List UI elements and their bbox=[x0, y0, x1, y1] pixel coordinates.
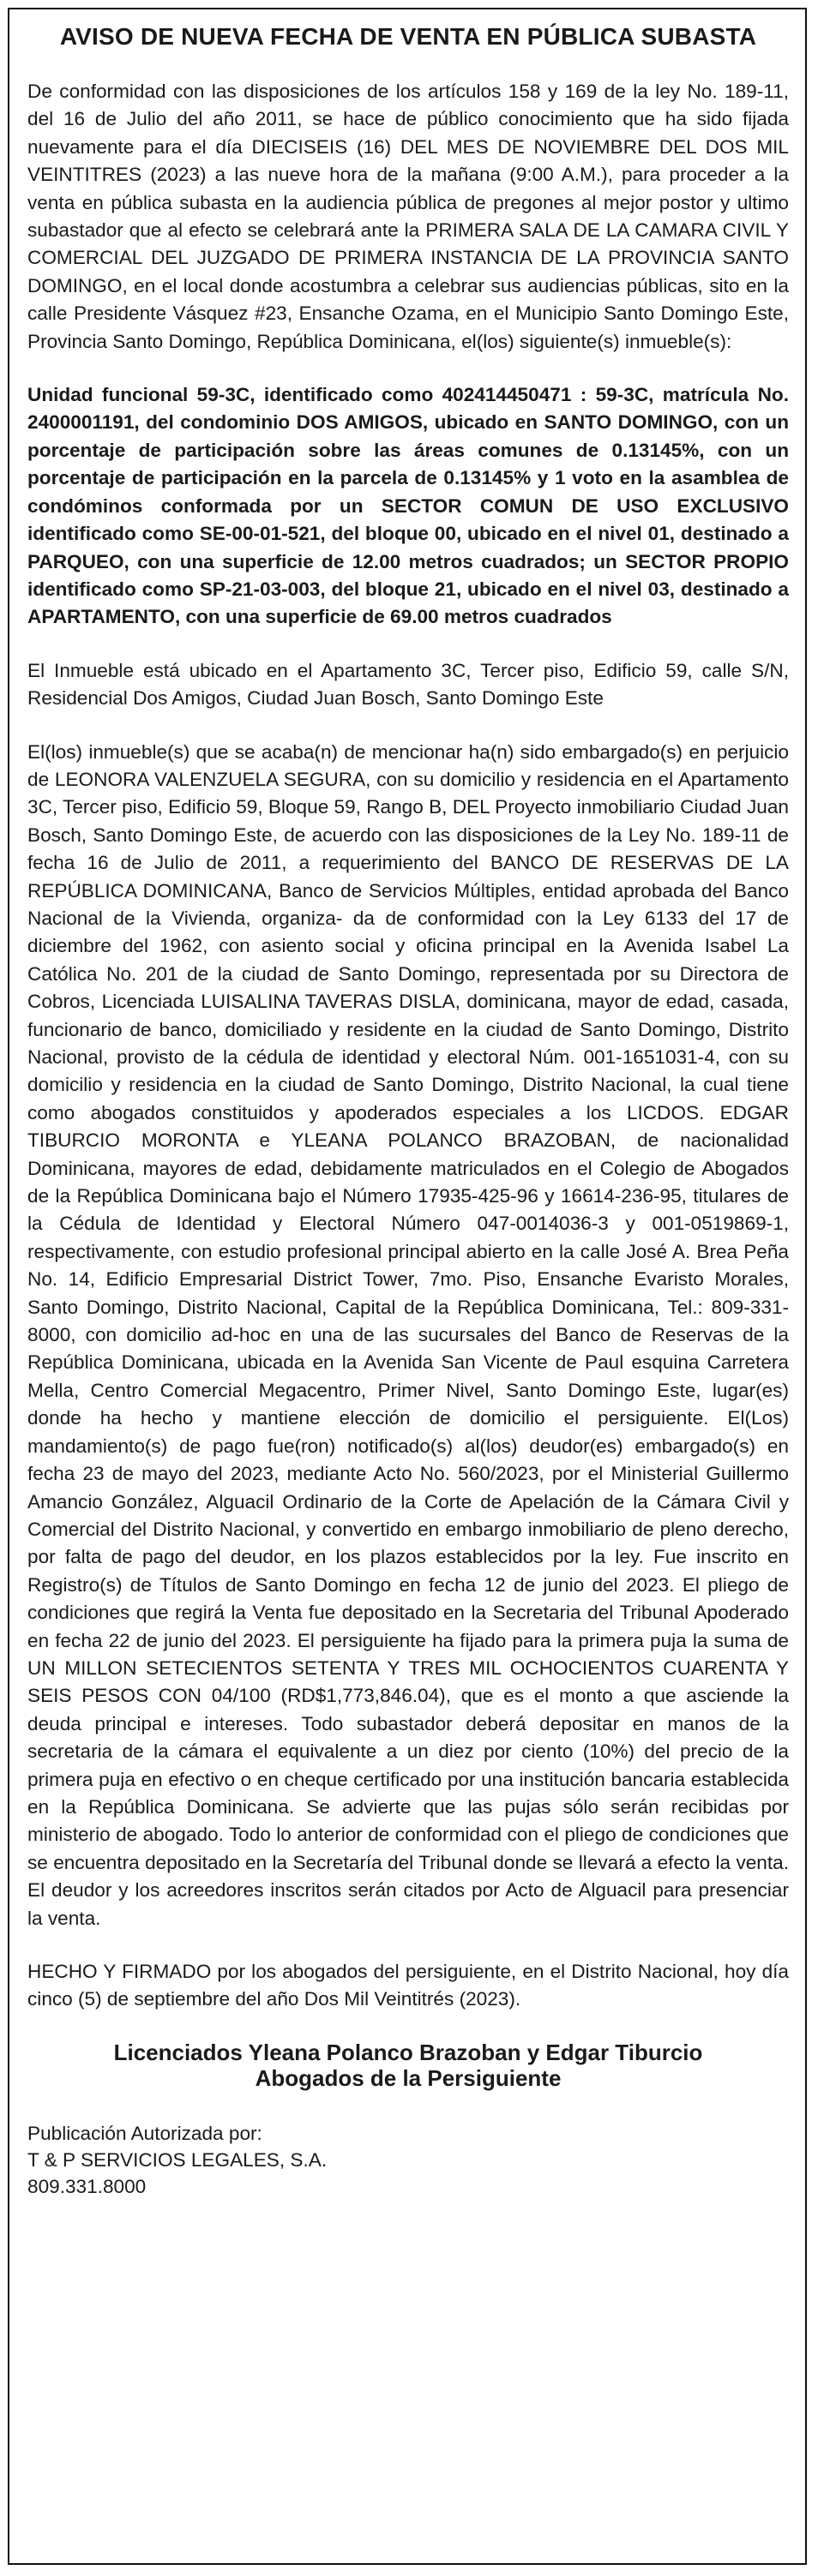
publication-phone: 809.331.8000 bbox=[27, 2175, 147, 2197]
signature-names: Licenciados Yleana Polanco Brazoban y Edgar Tiburcio bbox=[113, 2039, 703, 2065]
notice-content bbox=[27, 21, 789, 2200]
notice-frame bbox=[8, 8, 807, 2565]
intro-paragraph: De conformidad con las disposiciones de los artículos 158 y 169 de la ley No. 189-11, del 16 de Julio del año 2011, se hace de público conocimiento que ha sido fijada nuevamente para el día DIECISEIS (16) DEL MES DE NOVIEMBRE DEL DOS MIL VEINTITRES (2023) a las nueve hora de la mañana (9:00 A.M.), para proceder a la venta en pública subasta en la audiencia pública de pregones al mejor postor y ultimo subastador que al efecto se celebrará ante la PRIMERA SALA DE LA CAMARA CIVIL Y COMERCIAL DEL JUZGADO DE PRIMERA INSTANCIA DE LA PROVINCIA SANTO DOMINGO, en el local donde acostumbra a celebrar sus audiencias públicas, sito en la calle Presidente Vásquez #23, Ensanche Ozama, en el Municipio Santo Domingo Este, Provincia Santo Domingo, República Dominicana, el(los) siguiente(s) inmueble(s): bbox=[27, 81, 789, 352]
publication-company: T & P SERVICIOS LEGALES, S.A. bbox=[27, 2148, 328, 2171]
signed-paragraph: HECHO Y FIRMADO por los abogados del persiguiente, en el Distrito Nacional, hoy día cinco (5) de septiembre del año Dos Mil Veintitrés (2023). bbox=[27, 1961, 789, 2010]
publication-label: Publicación Autorizada por: bbox=[27, 2122, 262, 2144]
property-location-paragraph: El Inmueble está ubicado en el Apartamento 3C, Tercer piso, Edificio 59, calle S/N, Residencial Dos Amigos, Ciudad Juan Bosch, Santo Domingo Este bbox=[27, 659, 789, 710]
publication-block bbox=[27, 2120, 789, 2200]
signature-block bbox=[27, 2040, 789, 2091]
signature-role: Abogados de la Persiguiente bbox=[255, 2064, 562, 2091]
seizure-details-paragraph: El(los) inmueble(s) que se acaba(n) de mencionar ha(n) sido embargado(s) en perjuicio de LEONORA VALENZUELA SEGURA, con su domicilio y residencia en el Apartamento 3C, Tercer piso, Edificio 59, Bloque 59, Rango B, DEL Proyecto inmobiliario Ciudad Juan Bosch, Santo Domingo Este, de acuerdo con las disposiciones de la Ley No. 189-11 de fecha 16 de Julio de 2011, a requerimiento del BANCO DE RESERVAS DE LA REPÚBLICA DOMINICANA, Banco de Servicios Múltiples, entidad aprobada del Banco Nacional de la Vivienda, organiza- da de conformidad con la Ley 6133 del 17 de diciembre del 1962, con asiento social y oficina principal en la Avenida Isabel La Católica No. 201 de la ciudad de Santo Domingo, representada por su Directora de Cobros, Licenciada LUISALINA TAVERAS DISLA, dominicana, mayor de edad, casada, funcionario de banco, domiciliado y residente en la ciudad de Santo Domingo, Distrito Nacional, provisto de la cédula de identidad y electoral Núm. 001-1651031-4, con su domicilio y residencia en la ciudad de Santo Domingo, Distrito Nacional, la cual tiene como abogados constituidos y apoderados especiales a los LICDOS. EDGAR TIBURCIO MORONTA e YLEANA POLANCO BRAZOBAN, de nacionalidad Dominicana, mayores de edad, debidamente matriculados en el Colegio de Abogados de la República Dominicana bajo el Número 17935-425-96 y 16614-236-95, titulares de la Cédula de Identidad y Electoral Número 047-0014036-3 y 001-0519869-1, respectivamente, con estudio profesional principal abierto en la calle José A. Brea Peña No. 14, Edificio Empresarial District Tower, 7mo. Piso, Ensanche Evaristo Morales, Santo Domingo, Distrito Nacional, Capital de la República Dominicana, Tel.: 809-331-8000, con domicilio ad-hoc en una de las sucursales del Banco de Reservas de la República Dominicana, ubicada en la Avenida San Vicente de Paul esquina Carretera Mella, Centro Comercial Megacentro, Primer Nivel, Santo Domingo Este, lugar(es) donde ha hecho y mantiene elección de domicilio el persiguiente. El(Los) mandamiento(s) de pago fue(ron) notificado(s) al(los) deudor(es) embargado(s) en fecha 23 de mayo del 2023, mediante Acto No. 560/2023, por el Ministerial Guillermo Amancio González, Alguacil Ordinario de la Corte de Apelación de la Cámara Civil y Comercial del Distrito Nacional, y convertido en embargo inmobiliario de pleno derecho, por falta de pago del deudor, en los plazos establecidos por la ley. Fue inscrito en Registro(s) de Títulos de Santo Domingo en fecha 12 de junio del 2023. El pliego de condiciones que regirá la Venta fue depositado en la Secretaria del Tribunal Apoderado en fecha 22 de junio del 2023. El persiguiente ha fijado para la primera puja la suma de UN MILLON SETECIENTOS SETENTA Y TRES MIL OCHOCIENTOS CUARENTA Y SEIS PESOS CON 04/100 (RD$1,773,846.04), que es el monto a que asciende la deuda principal e intereses. Todo subastador deberá depositar en manos de la secretaria de la cámara el equivalente a un diez por ciento (10%) del precio de la primera puja en efectivo o en cheque certificado por una institución bancaria establecida en la República Dominicana. Se advierte que las pujas sólo serán recibidas por ministerio de abogado. Todo lo anterior de conformidad con el pliego de condiciones que se encuentra depositado en la Secretaría del Tribunal donde se llevará a efecto la venta. El deudor y los acreedores inscritos serán citados por Acto de Alguacil para presenciar la venta. bbox=[27, 740, 789, 1929]
notice-title: AVISO DE NUEVA FECHA DE VENTA EN PÚBLICA SUBASTA bbox=[59, 23, 757, 50]
unit-description-paragraph: Unidad funcional 59-3C, identificado como 402414450471 : 59-3C, matrícula No. 2400001191, del condominio DOS AMIGOS, ubicado en SANTO DOMINGO, con un porcentaje de participación sobre las áreas comunes de 0.13145%, con un porcentaje de participación en la parcela de 0.13145% y 1 voto en la asamblea de condóminos conformada por un SECTOR COMUN DE USO EXCLUSIVO identificado como SE-00-01-521, del bloque 00, ubicado en el nivel 01, destinado a PARQUEO, con una superficie de 12.00 metros cuadrados; un SECTOR PROPIO identificado como SP-21-03-003, del bloque 21, ubicado en el nivel 03, destinado a APARTAMENTO, con una superficie de 69.00 metros cuadrados bbox=[27, 384, 789, 628]
